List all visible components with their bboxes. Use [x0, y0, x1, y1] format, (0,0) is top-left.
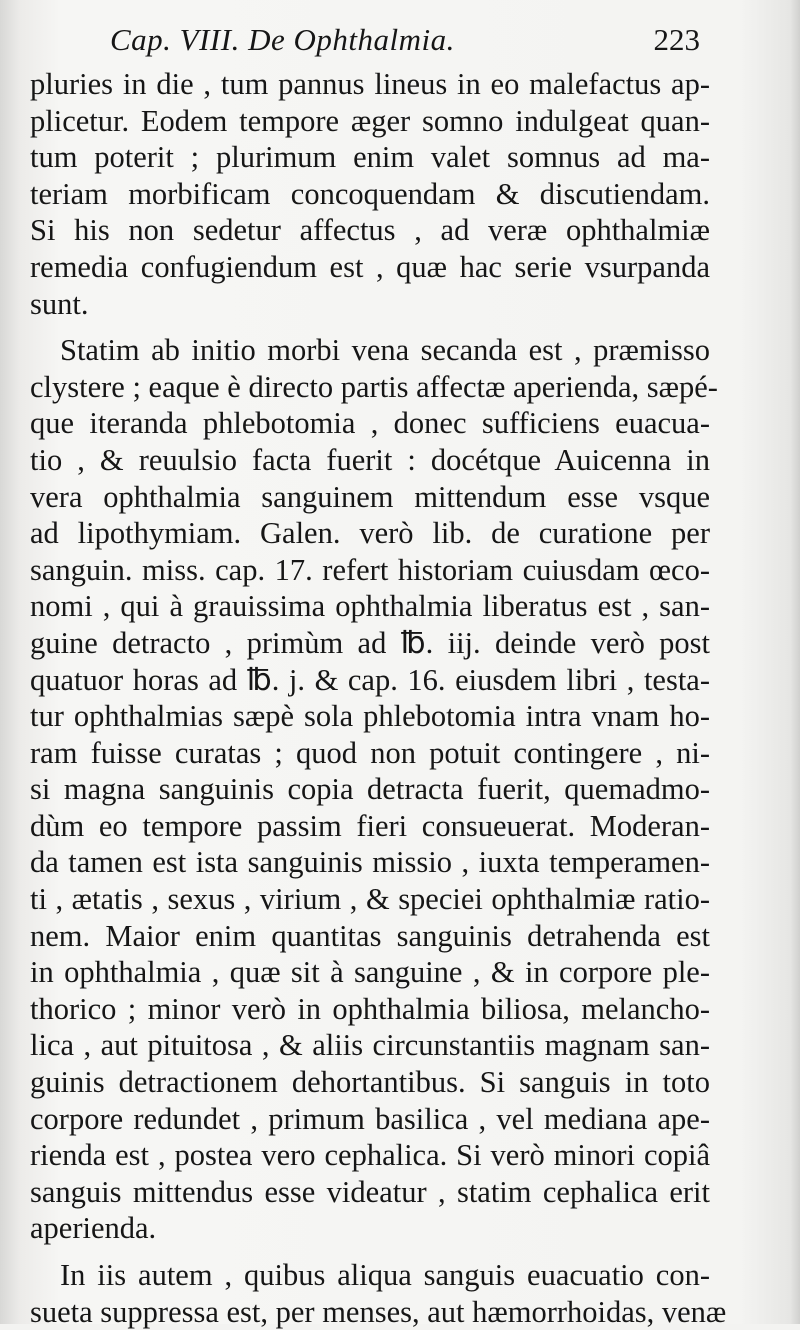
text-line: remedia confugiendum est , quæ hac serie vsurpanda	[30, 249, 710, 284]
text-line: si magna sanguinis copia detracta fuerit, quemadmo-	[30, 772, 710, 807]
text-line: plicetur. Eodem tempore æger somno indulgeat quan-	[30, 103, 710, 138]
text-line: in ophthalmia , quæ sit à sanguine , & in corpore ple-	[30, 955, 710, 990]
text-line: que iteranda phlebotomia , donec sufficiens euacua-	[30, 406, 710, 441]
text-line: Statim ab initio morbi vena secanda est , præmisso	[60, 333, 710, 368]
text-line: nomi , qui à grauissima ophthalmia liberatus est , san-	[30, 589, 710, 624]
text-line: tio , & reuulsio facta fuerit : docétque Auicenna in	[30, 442, 710, 477]
body-text	[30, 66, 727, 1330]
text-line: ad lipothymiam. Galen. verò lib. de curatione per	[30, 516, 710, 551]
text-line: dùm eo tempore passim fieri consueuerat. Moderan-	[30, 808, 710, 843]
text-line: vera ophthalmia sanguinem mittendum esse vsque	[30, 479, 710, 514]
text-line: ram fuisse curatas ; quod non potuit contingere , ni-	[30, 735, 710, 770]
text-line: Si his non sedetur affectus , ad veræ ophthalmiæ	[30, 213, 710, 248]
text-line: guine detracto , primùm ad ℔. iij. deinde verò post	[30, 625, 710, 660]
page-number: 223	[653, 22, 700, 57]
text-line: nem. Maior enim quantitas sanguinis detrahenda est	[30, 918, 710, 953]
paragraph	[30, 332, 718, 1247]
text-line: da tamen est ista sanguinis missio , iuxta temperamen-	[30, 845, 710, 880]
text-line: sanguin. miss. cap. 17. refert historiam cuiusdam œco-	[30, 552, 710, 587]
paragraph	[30, 1257, 727, 1330]
text-line: thorico ; minor verò in ophthalmia biliosa, melancho-	[30, 991, 710, 1026]
text-line: sunt.	[30, 286, 89, 321]
text-line: rienda est , postea vero cephalica. Si verò minori copiâ	[30, 1138, 710, 1173]
text-line: lica , aut pituitosa , & aliis circunstantiis magnam san-	[30, 1028, 710, 1063]
paragraph	[30, 66, 710, 322]
text-line: corpore redundet , primum basilica , vel mediana ape-	[30, 1101, 710, 1136]
text-line: pluries in die , tum pannus lineus in eo malefactus ap-	[30, 67, 710, 101]
text-line: aperienda.	[30, 1211, 157, 1246]
text-line: clystere ; eaque è directo partis affectæ aperienda, sæpé-	[30, 369, 718, 404]
text-line: tur ophthalmias sæpè sola phlebotomia intra vnam ho-	[30, 699, 710, 734]
text-line: guinis detractionem dehortantibus. Si sanguis in toto	[30, 1065, 710, 1100]
text-line: quatuor horas ad ℔. j. & cap. 16. eiusdem libri , testa-	[30, 662, 710, 697]
text-line: teriam morbificam concoquendam & discutiendam.	[30, 176, 710, 211]
text-line: tum poterit ; plurimum enim valet somnus ad ma-	[30, 140, 710, 175]
text-line: sueta suppressa est, per menses, aut hæmorrhoidas, venæ	[30, 1294, 727, 1329]
text-line: sanguis mittendus esse videatur , statim cephalica erit	[30, 1174, 710, 1209]
text-line: In iis autem , quibus aliqua sanguis euacuatio con-	[60, 1258, 710, 1292]
text-line: ti , ætatis , sexus , virium , & speciei ophthalmiæ ratio-	[30, 882, 710, 917]
running-title: Cap. VIII. De Ophthalmia.	[110, 22, 455, 57]
page-header	[110, 22, 700, 62]
